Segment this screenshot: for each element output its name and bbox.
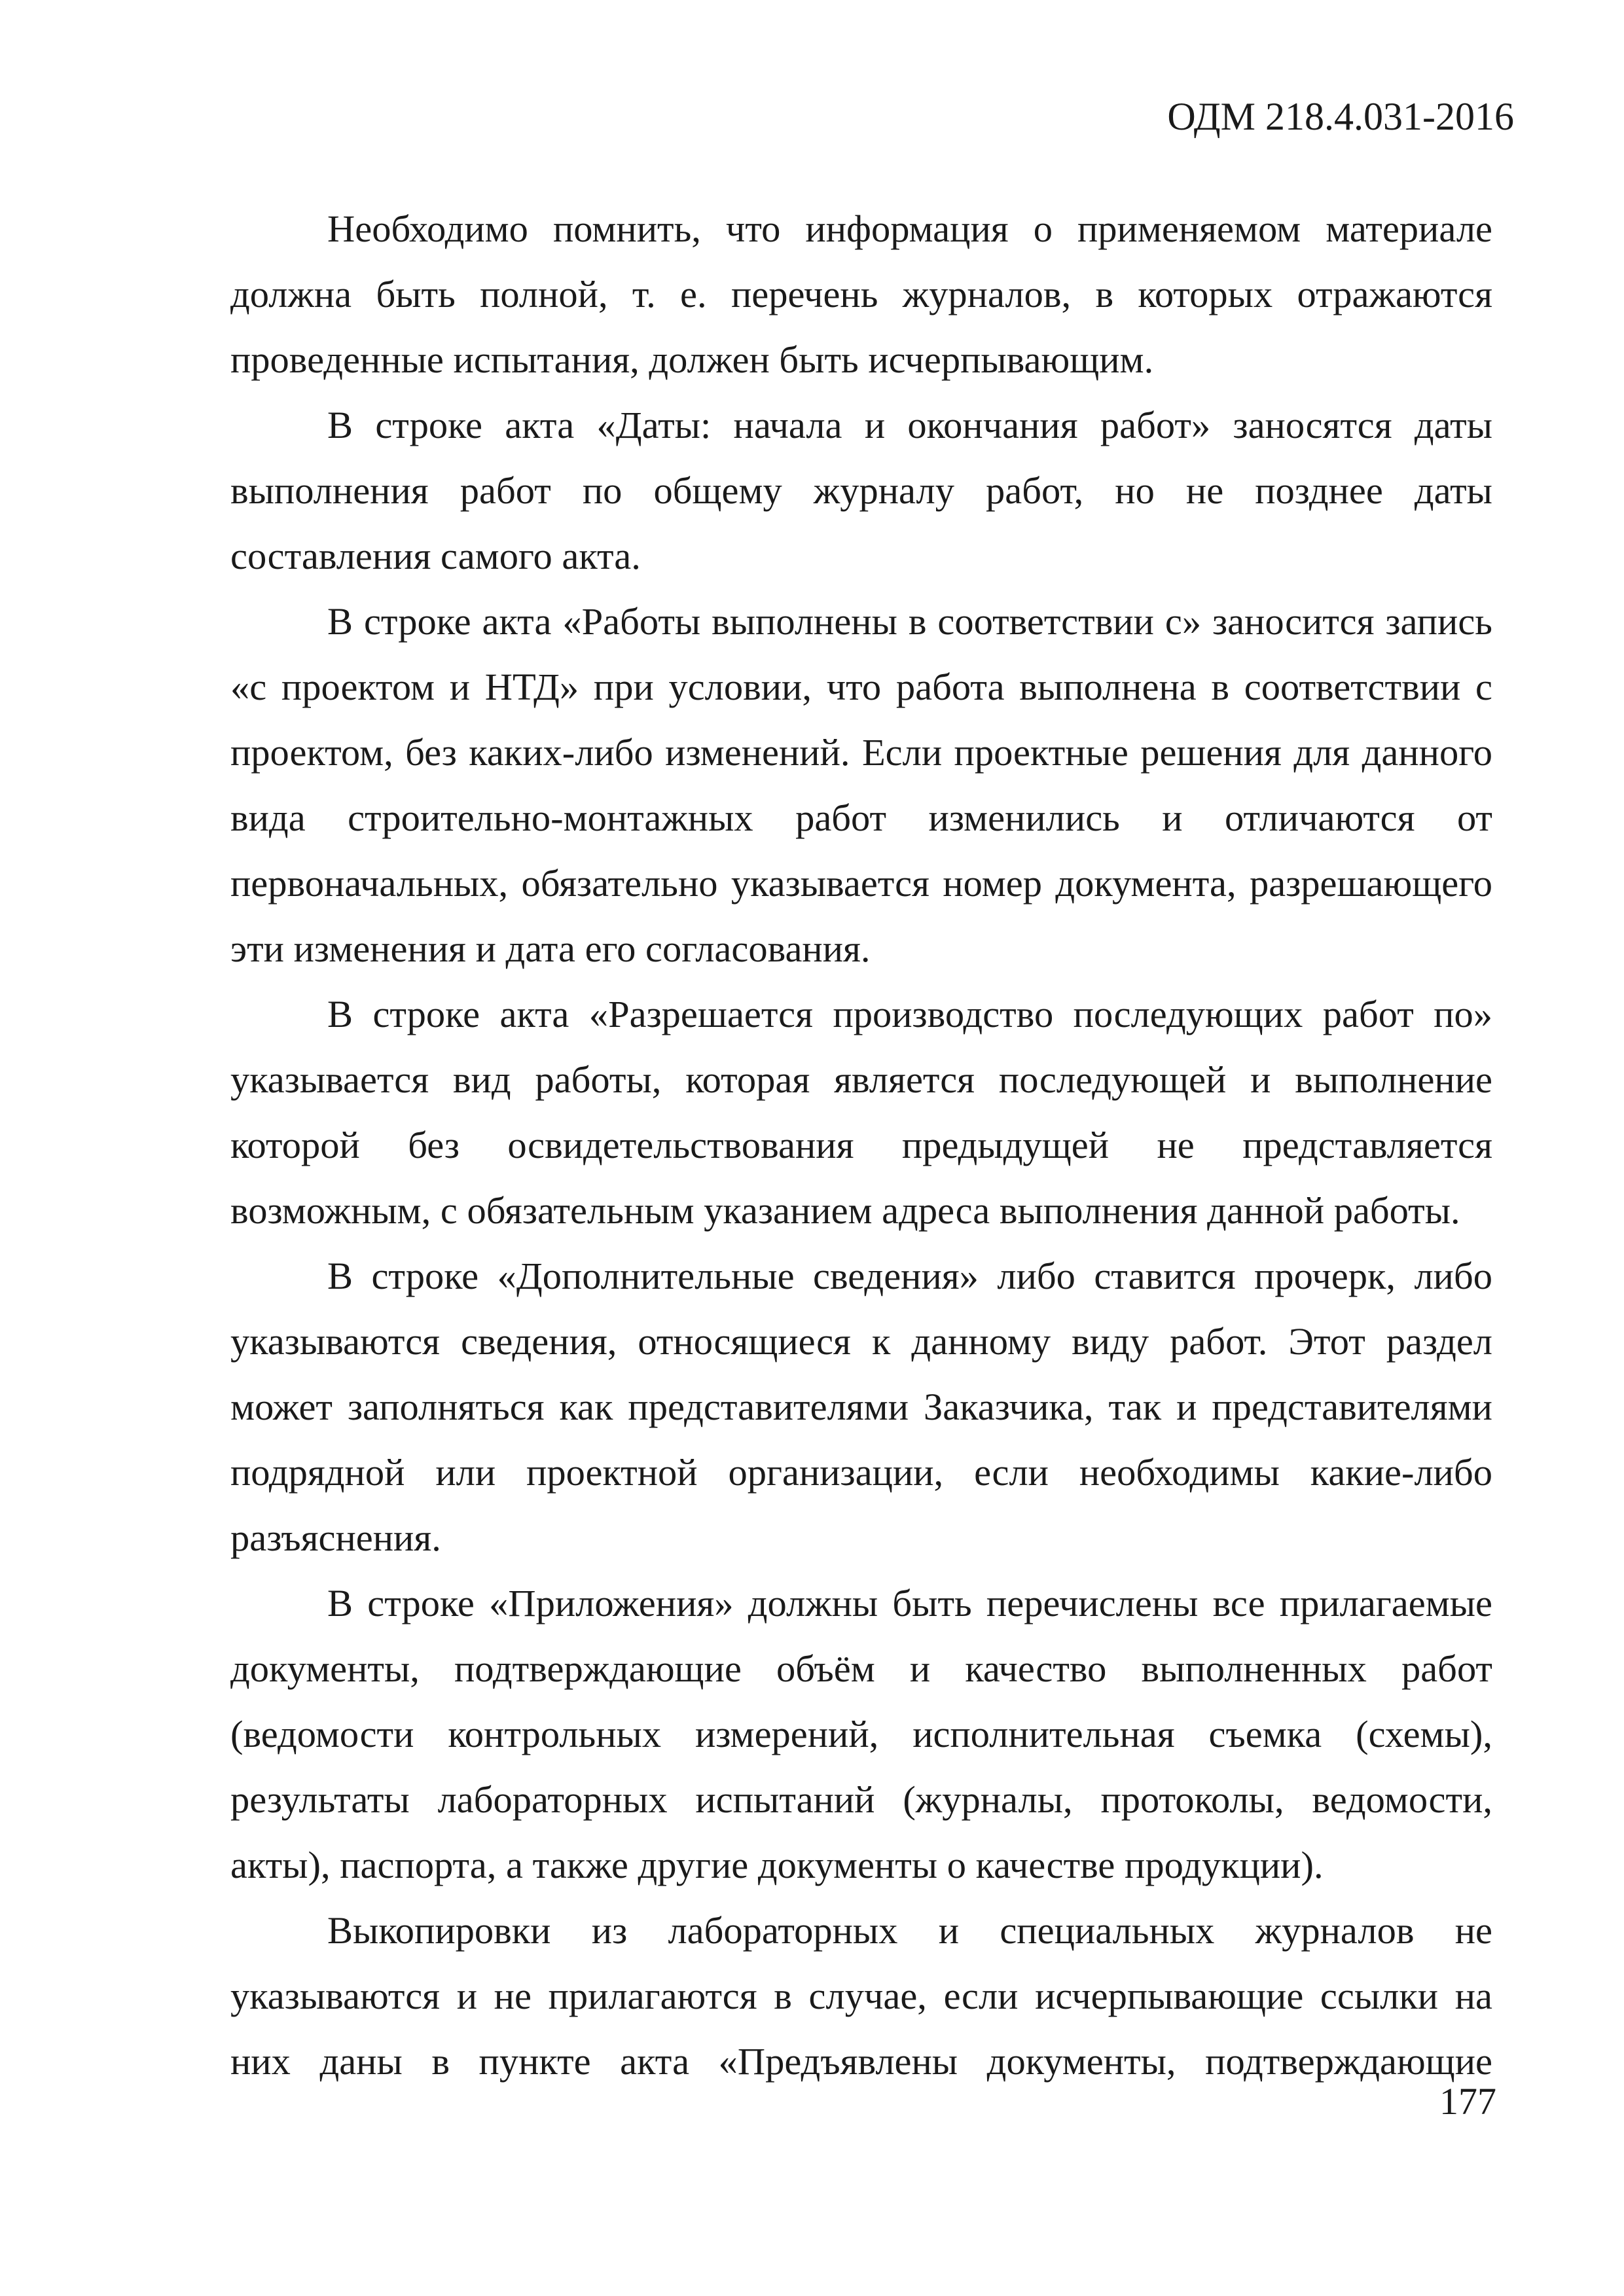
document-code-header: ОДМ 218.4.031-2016 (1167, 95, 1514, 138)
paragraph-lab-excerpts: Выкопировки из лабораторных и специальных журналов не указываются и не прилагаются в случае, если исчерпывающие ссылки на них даны в пункте акта «Предъявлены документы, подтверждающие (230, 1909, 1492, 2083)
paragraph-materials-info: Необходимо помнить, что информация о применяемом материале должна быть полной, т. е. перечень журналов, в которых отражаются проведенные испытания, должен быть исчерпывающим. (230, 207, 1492, 381)
paragraph-work-dates: В строке акта «Даты: начала и окончания работ» заносятся даты выполнения работ по общему журналу работ, но не позднее даты составления самого акта. (230, 404, 1492, 577)
paragraph-additional-info: В строке «Дополнительные сведения» либо ставится прочерк, либо указываются сведения, относящиеся к данному виду работ. Этот раздел может заполняться как представителями Заказчика, так и представителями подрядной или проектной организации, если необходимы какие-либо разъяснения. (230, 1255, 1492, 1559)
paragraph-subsequent-work: В строке акта «Разрешается производство последующих работ по» указывается вид работы, которая является последующей и выполнение которой без освидетельствования предыдущей не представляется возможным, с обязательным указанием адреса выполнения данной работы. (230, 993, 1492, 1232)
paragraph-attachments: В строке «Приложения» должны быть перечислены все прилагаемые документы, подтверждающие объём и качество выполненных работ (ведомости контрольных измерений, исполнительная съемка (схемы), результаты лабораторных испытаний (журналы, протоколы, ведомости, акты), паспорта, а также другие документы о качестве продукции). (230, 1582, 1492, 1886)
paragraph-compliance: В строке акта «Работы выполнены в соответствии с» заносится запись «с проектом и НТД» при условии, что работа выполнена в соответствии с проектом, без каких-либо изменений. Если проектные решения для данного вида строительно-монтажных работ изменились и отличаются от первоначальных, обязательно указывается номер документа, разрешающего эти изменения и дата его согласования. (230, 600, 1492, 970)
body-text (230, 196, 1492, 2094)
page-number: 177 (1439, 2080, 1496, 2123)
